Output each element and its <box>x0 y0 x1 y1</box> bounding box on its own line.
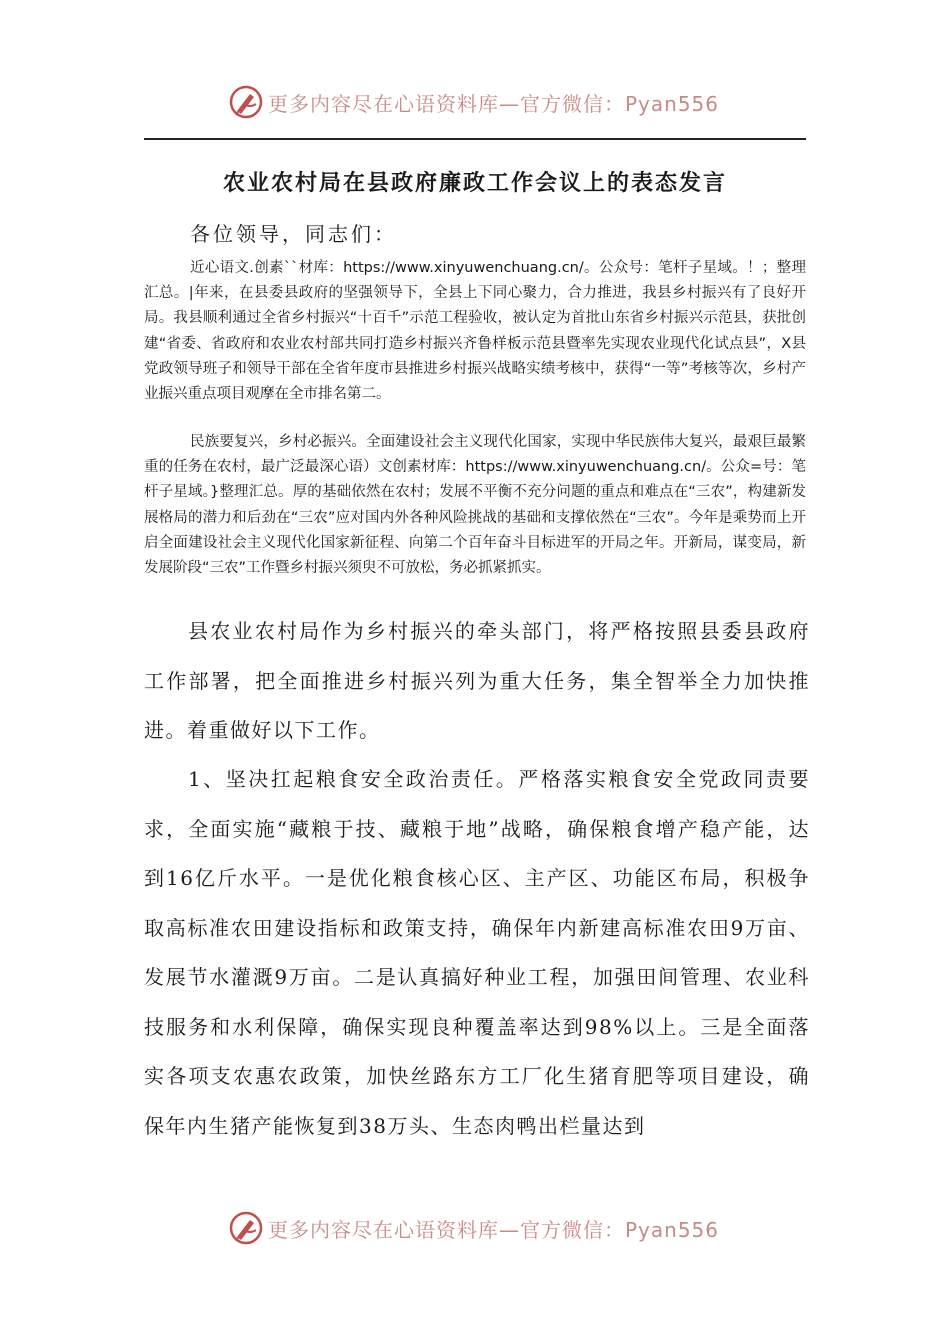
paragraph-4: 1、坚决扛起粮食安全政治责任。严格落实粮食安全党政同责要求，全面实施“藏粮于技、藏粮于地”战略，确保粮食增产稳产能，达到16亿斤水平。一是优化粮食核心区、主产区、功能区布局，积极争取高标准农田建设指标和政策支持，确保年内新建高标准农田9万亩、发展节水灌溉9万亩。二是认真搞好种业工程，加强田间管理、农业科技服务和水利保障，确保实现良种覆盖率达到98%以上。三是全面落实各项支农惠农政策，加快丝路东方工厂化生猪育肥等项目建设，确保年内生猪产能恢复到38万头、生态肉鸭出栏量达到 <box>144 767 810 1138</box>
greeting: 各位领导，同志们： <box>190 222 397 246</box>
header-banner <box>228 82 719 122</box>
footer-banner <box>228 1208 719 1248</box>
paragraph-2: 民族要复兴，乡村必振兴。全面建设社会主义现代化国家，实现中华民族伟大复兴，最艰巨最繁重的任务在农村，最广泛最深心语）文创素材库：https://www.xinyuwenchuang.cn/。公众=号：笔杆子星域。}整理汇总。厚的基础依然在农村；发展不平衡不充分问题的重点和难点在“三农”，构建新发展格局的潜力和后劲在“三农”应对国内外各种风险挑战的基础和支撑依然在“三农”。今年是乘势而上开启全面建设社会主义现代化国家新征程、向第二个百年奋斗目标进军的开局之年。开新局，谋变局，新发展阶段“三农”工作暨乡村振兴须臾不可放松，务必抓紧抓实。 <box>144 434 806 577</box>
pen-nib-logo-icon <box>228 1210 264 1246</box>
header-divider <box>144 138 806 140</box>
paragraph-1: 近心语文.创素``材库：https://www.xinyuwenchuang.cn/。公众号：笔杆子星域。！；整理汇总。|年来，在县委县政府的坚强领导下，全县上下同心聚力，合力推进，我县乡村振兴有了良好开局。我县顺利通过全省乡村振兴“十百千”示范工程验收，被认定为首批山东省乡村振兴示范县，获批创建“省委、省政府和农业农村部共同打造乡村振兴齐鲁样板示范县暨率先实现农业现代化试点县”，X县党政领导班子和领导干部在全省年度市县推进乡村振兴战略实绩考核中，获得“一等”考核等次，乡村产业振兴重点项目观摩在全市排名第二。 <box>144 260 806 403</box>
page-title: 农业农村局在县政府廉政工作会议上的表态发言 <box>222 171 727 196</box>
banner-text: 更多内容尽在心语资料库—官方微信：Pyan556 <box>268 91 720 116</box>
pen-nib-logo-icon <box>228 84 264 120</box>
paragraph-3: 县农业农村局作为乡村振兴的牵头部门，将严格按照县委县政府工作部署，把全面推进乡村振兴列为重大任务，集全智举全力加快推进。着重做好以下工作。 <box>144 619 810 742</box>
banner-text: 更多内容尽在心语资料库—官方微信：Pyan556 <box>268 1217 720 1242</box>
